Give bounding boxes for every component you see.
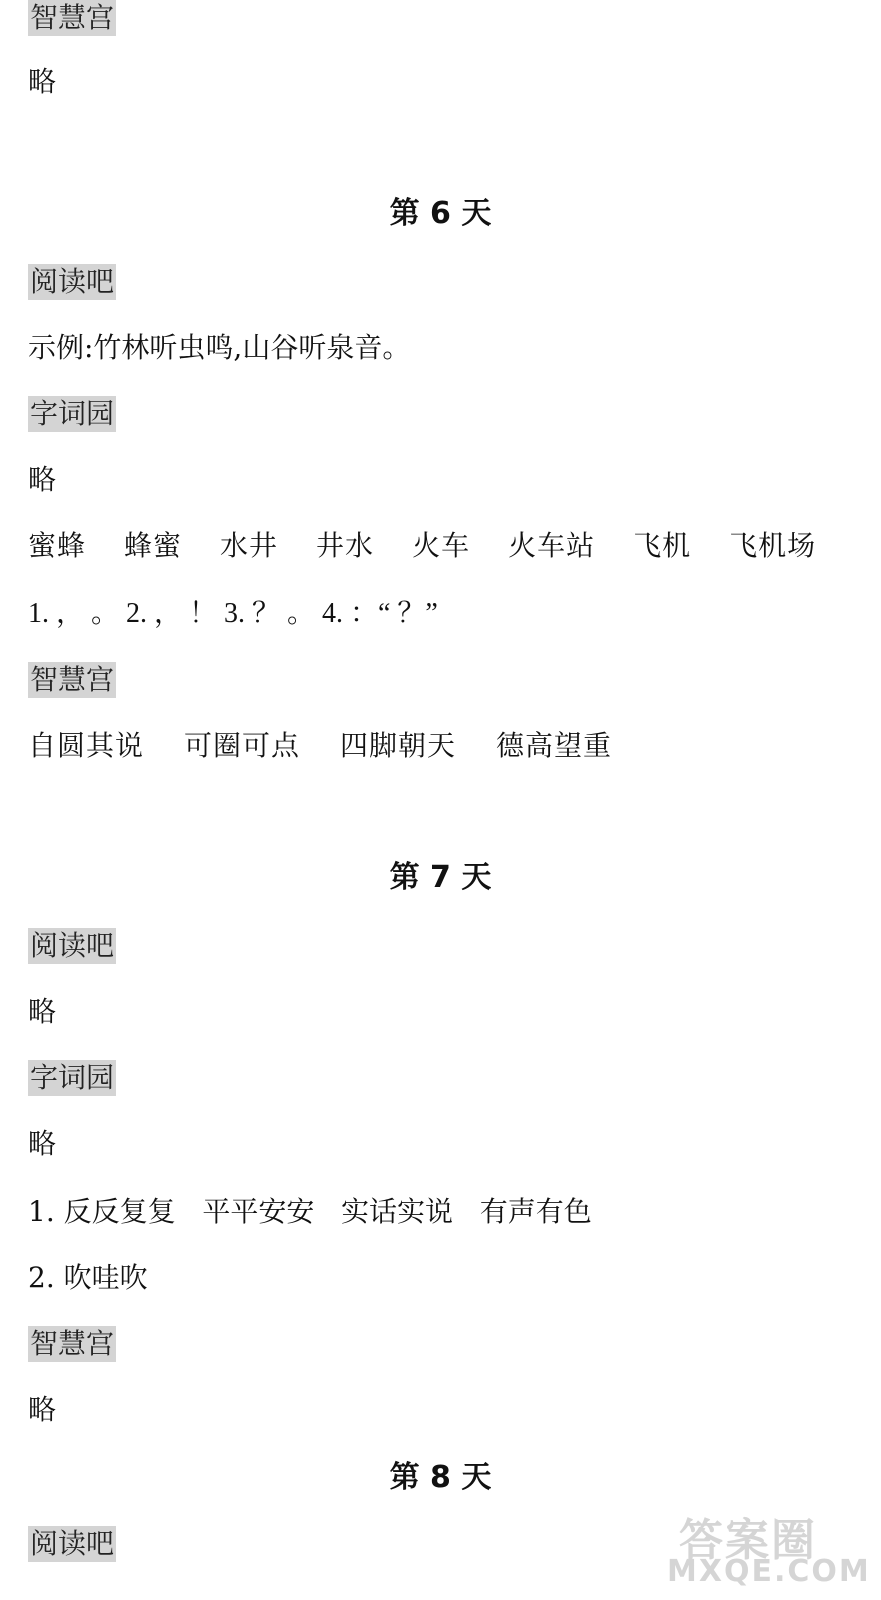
idiom-list: [28, 728, 612, 764]
omitted-answer: 略: [28, 463, 57, 496]
section-label-zici: 字词园: [30, 1061, 115, 1094]
word-item: 飞机: [633, 529, 692, 562]
watermark-text: 答案圈: [679, 1515, 817, 1566]
section-label-zici: 字词园: [30, 397, 115, 430]
watermark-url: MXQE.COM: [667, 1554, 871, 1589]
idiom-item: 可圈可点: [184, 729, 301, 762]
omitted-answer: 略: [28, 65, 57, 98]
idiom-item: 自圆其说: [28, 729, 145, 762]
reduplicated-words: 1. 反反复复 平平安安 实话实说 有声有色: [28, 1195, 592, 1228]
idiom-item: 德高望重: [496, 729, 613, 762]
section-label-yuedu: 阅读吧: [30, 265, 115, 298]
onomatopoeia-answer: 2. 吹哇吹: [28, 1261, 148, 1294]
section-label-zhihui: 智慧宫: [30, 1327, 115, 1360]
word-list: [28, 528, 816, 564]
section-label-yuedu: 阅读吧: [30, 929, 115, 962]
omitted-answer: 略: [28, 995, 57, 1028]
omitted-answer: 略: [28, 1393, 57, 1426]
day-6-heading: 第 6 天: [389, 196, 492, 231]
omitted-answer: 略: [28, 1127, 57, 1160]
watermark-logo: [659, 1504, 871, 1594]
section-label-zhihui: 智慧宫: [30, 663, 115, 696]
reading-answer: 示例:竹林听虫鸣,山谷听泉音。: [28, 331, 411, 364]
section-label-yuedu: 阅读吧: [30, 1527, 115, 1560]
punctuation-answers: 1. ， 。 2. ， ！ 3. ？ 。 4. ：“ ？”: [28, 598, 438, 629]
idiom-item: 四脚朝天: [340, 729, 457, 762]
day-7-heading: 第 7 天: [389, 860, 492, 895]
word-item: 井水: [316, 529, 375, 562]
day-8-heading: 第 8 天: [389, 1460, 492, 1495]
section-label-zhihui: 智慧宫: [30, 1, 115, 34]
word-item: 蜜蜂: [28, 529, 87, 562]
word-item: 飞机场: [729, 529, 817, 562]
word-item: 蜂蜜: [124, 529, 183, 562]
word-item: 火车: [412, 529, 471, 562]
word-item: 火车站: [508, 529, 596, 562]
word-item: 水井: [220, 529, 279, 562]
